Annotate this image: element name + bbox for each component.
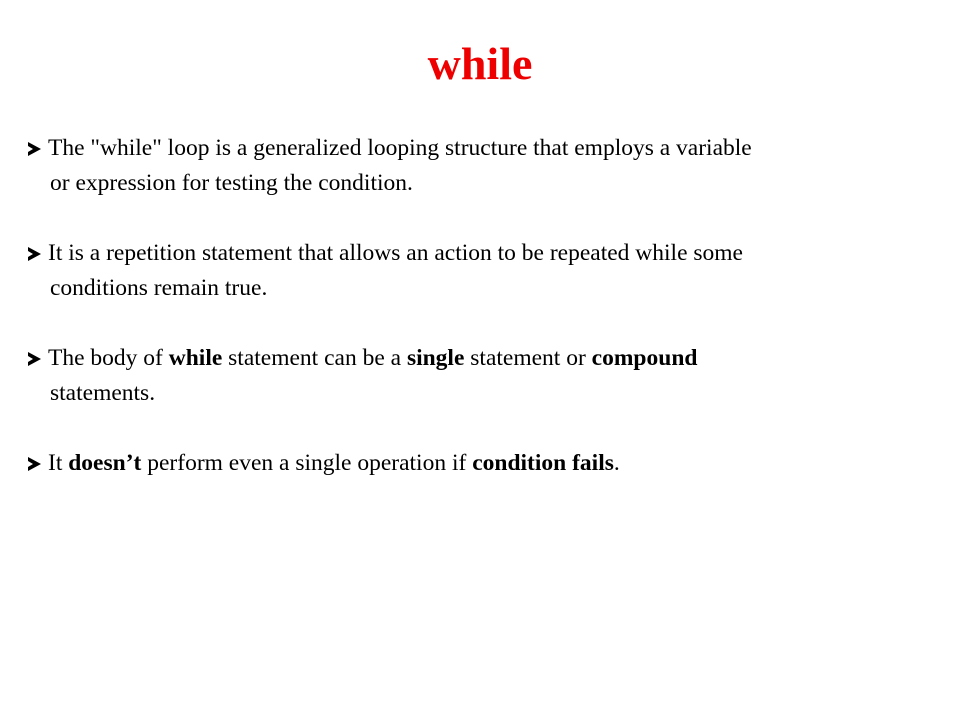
bullet-text-part: The body of (48, 345, 169, 371)
bullet-text (48, 345, 697, 371)
bullet-text (48, 450, 620, 476)
slide-title: while (427, 38, 533, 89)
bullet-continuation: or expression for testing the condition. (50, 170, 413, 196)
bullet-text-part: statement or (464, 345, 592, 371)
bullet-item (28, 131, 938, 201)
bullet-text-part: The "while" loop is a generalized looping structure that employs a variable (48, 135, 752, 161)
bullet-text-part: It (48, 450, 69, 476)
bullet-text-part: perform even a single operation if (141, 450, 473, 476)
bullet-text-bold: condition fails (472, 450, 614, 476)
bullet-item (28, 341, 938, 411)
arrow-bullet-icon (28, 247, 41, 261)
bullet-text (48, 240, 743, 266)
bullet-list (28, 131, 938, 481)
bullet-text-part: statement can be a (222, 345, 407, 371)
bullet-continuation: statements. (50, 380, 156, 406)
bullet-text-bold: doesn’t (68, 450, 142, 476)
bullet-item (28, 446, 938, 481)
bullet-text (48, 135, 752, 161)
bullet-text-bold: while (168, 345, 223, 371)
bullet-item (28, 236, 938, 306)
bullet-text-bold: single (406, 345, 465, 371)
arrow-bullet-icon (28, 352, 41, 366)
bullet-text-part: . (613, 450, 620, 476)
bullet-continuation: conditions remain true. (50, 275, 268, 301)
bullet-text-bold: compound (591, 345, 698, 371)
arrow-bullet-icon (28, 457, 41, 471)
arrow-bullet-icon (28, 142, 41, 156)
bullet-text-part: It is a repetition statement that allows an action to be repeated while some (48, 240, 743, 266)
